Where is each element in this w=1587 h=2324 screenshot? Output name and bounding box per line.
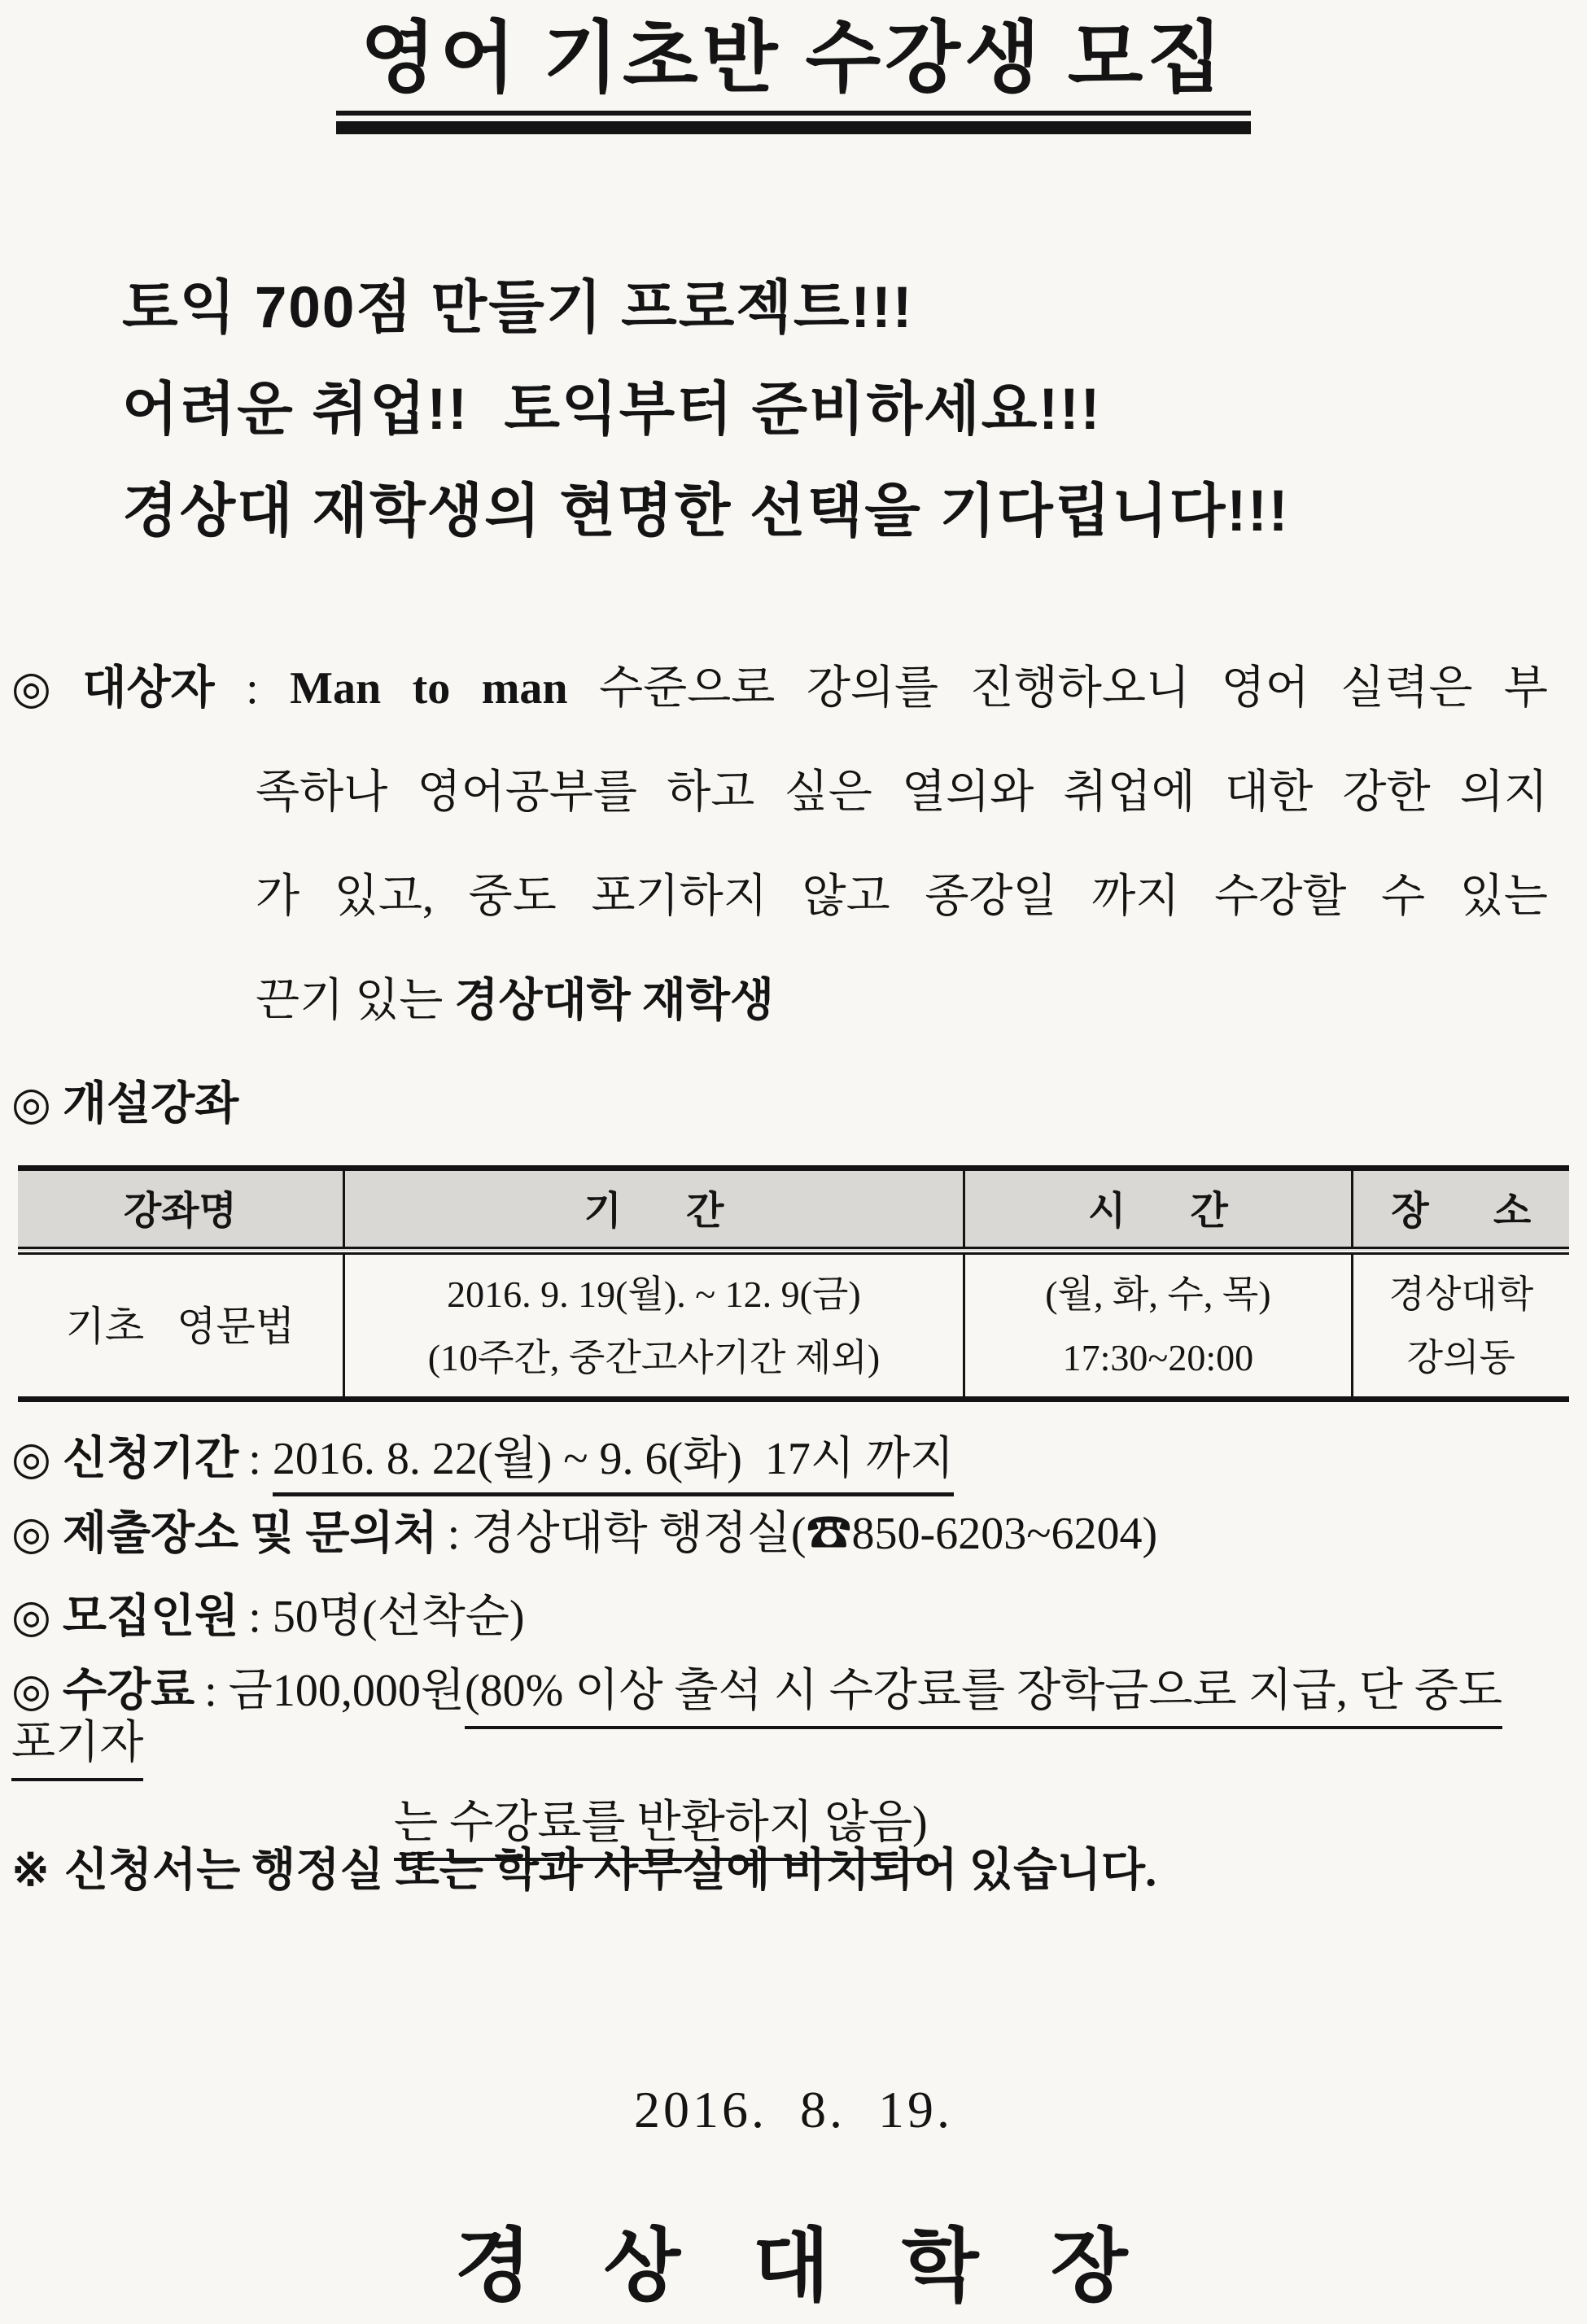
cell-period	[343, 1251, 964, 1400]
course-table	[18, 1165, 1569, 1402]
target-line-1	[11, 636, 1548, 740]
title-block	[0, 16, 1587, 134]
fee-condition-underlined-1: (80% 이상 출석 시 수강료를 장학금으로 지급, 단 중도 포기자	[11, 1666, 1502, 1781]
place-line-2: 강의동	[1406, 1337, 1515, 1378]
target-line-2: 족하나 영어공부를 하고 싶은 열의와 취업에 대한 강한 의지	[256, 767, 1548, 818]
time-line-1: (월, 화, 수, 목)	[1045, 1273, 1271, 1315]
target-line-4-plain: 끈기 있는	[256, 976, 444, 1026]
circled-bullet-icon: ◎	[11, 1434, 51, 1484]
note-section	[11, 1834, 1554, 1899]
issue-date: 2016. 8. 19.	[634, 2081, 953, 2138]
slogan-line-1: 토익 700점 만들기 프로젝트!!!	[122, 276, 914, 340]
submit-place-label: 제출장소 및 문의처	[62, 1509, 438, 1559]
apply-period-label: 신청기간	[62, 1434, 239, 1484]
slogan-line-2: 어려운 취업!! 토익부터 준비하세요!!!	[122, 378, 1102, 442]
course-table-head	[18, 1169, 1569, 1252]
table-row	[18, 1251, 1569, 1400]
fee-label: 수강료	[62, 1666, 195, 1716]
page-title: 영어 기초반 수강생 모집	[336, 16, 1251, 116]
colon-separator: :	[248, 1434, 261, 1484]
target-section	[11, 636, 1548, 1053]
target-english-phrase: Man to man	[290, 663, 568, 714]
colon-separator: :	[447, 1509, 461, 1559]
colon-separator: :	[204, 1666, 217, 1716]
fee-amount: 금100,000원	[228, 1666, 465, 1716]
header-period: 기 간	[343, 1169, 964, 1252]
header-place: 장 소	[1352, 1169, 1569, 1252]
capacity-label: 모집인원	[62, 1592, 239, 1642]
apply-period-section	[11, 1422, 1554, 1487]
slogan-line-3: 경상대 재학생의 현명한 선택을 기다립니다!!!	[122, 479, 1290, 544]
course-table-wrap	[18, 1165, 1569, 1402]
colon-separator: :	[248, 1592, 261, 1642]
colon-separator: :	[246, 663, 259, 714]
header-time: 시 간	[964, 1169, 1353, 1252]
target-line-4	[11, 949, 1548, 1053]
capacity-value: 50명(선착순)	[272, 1592, 525, 1642]
submit-place-section	[11, 1497, 1554, 1562]
fee-condition-underlined-2: 는 수강료를 반환하지 않음)	[394, 1798, 928, 1861]
title-underline-group	[336, 16, 1251, 134]
circled-bullet-icon: ◎	[11, 1509, 51, 1559]
submit-place-value: 경상대학 행정실(☎850-6203~6204)	[471, 1509, 1158, 1559]
apply-period-value: 2016. 8. 22(월) ~ 9. 6(화) 17시 까지	[273, 1434, 954, 1496]
circled-bullet-icon: ◎	[11, 1666, 51, 1716]
period-line-2: (10주간, 중간고사기간 제외)	[427, 1337, 881, 1378]
note-text: 신청서는 행정실 또는 학과 사무실에 비치되어 있습니다.	[63, 1846, 1157, 1896]
header-row	[18, 1169, 1569, 1252]
target-line-3: 가 있고, 중도 포기하지 않고 종강일 까지 수강할 수 있는	[256, 872, 1548, 922]
courses-heading	[11, 1068, 238, 1133]
fee-line-1	[11, 1665, 1554, 1769]
signature-dean: 경 상 대 학 장	[454, 2223, 1133, 2311]
title-thick-underline	[336, 121, 1251, 134]
fee-section	[11, 1665, 1554, 1849]
cell-course-name	[18, 1251, 343, 1400]
courses-heading-label: 개설강좌	[62, 1079, 239, 1129]
cell-place	[1352, 1251, 1569, 1400]
slogan-lines	[122, 257, 1538, 562]
circled-bullet-icon: ◎	[11, 1079, 51, 1129]
course-name: 기초 영문법	[65, 1304, 295, 1349]
header-course-name: 강좌명	[18, 1169, 343, 1252]
target-line-1-text: 수준으로 강의를 진행하오니 영어 실력은 부	[598, 663, 1549, 714]
target-label: 대상자	[82, 663, 215, 714]
cell-time	[964, 1251, 1353, 1400]
circled-bullet-icon: ◎	[11, 663, 51, 714]
reference-mark-icon: ※	[11, 1846, 50, 1896]
circled-bullet-icon: ◎	[11, 1592, 51, 1642]
period-line-1: 2016. 9. 19(월). ~ 12. 9(금)	[447, 1273, 861, 1315]
target-line-4-bold: 경상대학 재학생	[454, 976, 775, 1026]
capacity-section	[11, 1580, 1554, 1645]
time-line-2: 17:30~20:00	[1062, 1337, 1254, 1378]
course-table-body	[18, 1251, 1569, 1400]
place-line-1: 경상대학	[1388, 1273, 1534, 1315]
